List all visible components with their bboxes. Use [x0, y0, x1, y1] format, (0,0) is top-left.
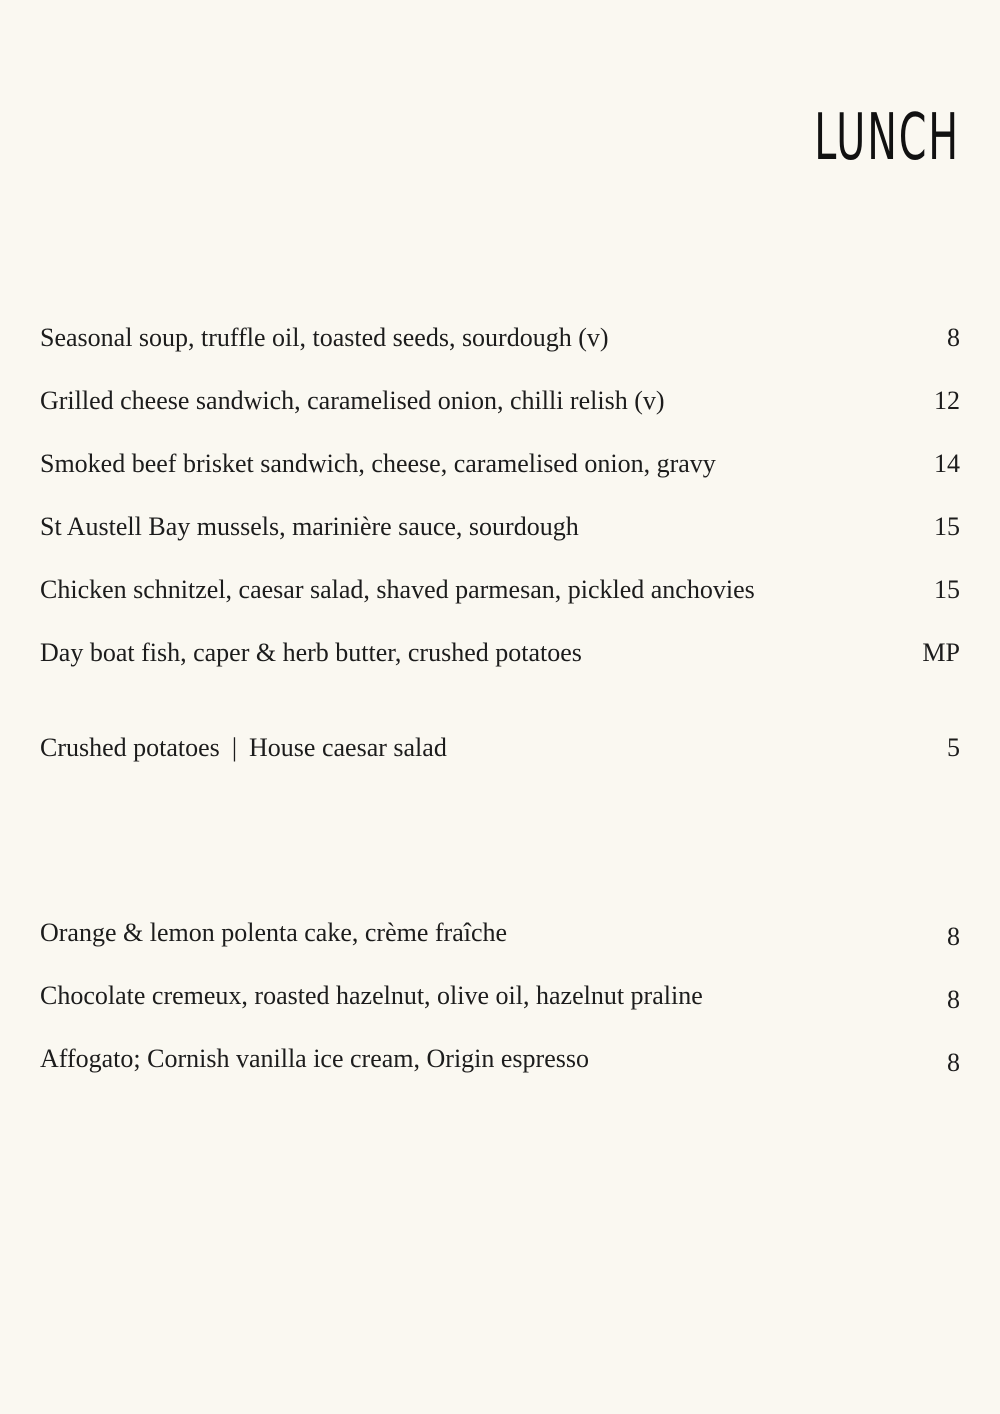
menu-item-name: Smoked beef brisket sandwich, cheese, caramelised onion, gravy: [40, 449, 716, 478]
menu-item-name: Affogato; Cornish vanilla ice cream, Origin espresso: [40, 1044, 589, 1073]
menu-item: [40, 570, 960, 610]
sides-line: [40, 728, 447, 768]
menu-item-name: Chocolate cremeux, roasted hazelnut, olive oil, hazelnut praline: [40, 981, 703, 1010]
menu-item-price: 5: [947, 733, 960, 762]
menu-title: LUNCH: [814, 101, 960, 175]
menu-item-name: Grilled cheese sandwich, caramelised onion, chilli relish (v): [40, 386, 665, 415]
menu-item: [40, 507, 960, 547]
side-item-name: Crushed potatoes: [40, 733, 220, 762]
menu-item: [40, 381, 960, 421]
menu-item-price: 12: [934, 386, 960, 415]
menu-item-name: Day boat fish, caper & herb butter, crushed potatoes: [40, 638, 582, 667]
menu-item-price: 8: [947, 985, 960, 1014]
menu-item-price: 8: [947, 323, 960, 352]
menu-item-price: 15: [934, 575, 960, 604]
menu-item-name: St Austell Bay mussels, marinière sauce, sourdough: [40, 512, 579, 541]
side-separator: |: [231, 733, 238, 762]
menu-item: [40, 633, 960, 673]
menu-item-price: 15: [934, 512, 960, 541]
side-item-name: House caesar salad: [249, 733, 447, 762]
menu-item-name: Orange & lemon polenta cake, crème fraîche: [40, 918, 508, 947]
menu-item: [40, 318, 960, 358]
menu-item-name: Seasonal soup, truffle oil, toasted seeds, sourdough (v): [40, 323, 609, 352]
menu-item-price: 14: [934, 449, 960, 478]
menu-item-price: MP: [922, 638, 960, 667]
menu-item: [40, 976, 960, 1016]
menu-item: [40, 1039, 960, 1079]
menu-item: [40, 913, 960, 953]
menu-item: [40, 444, 960, 484]
menu-item-price: 8: [947, 922, 960, 951]
menu-item-name: Chicken schnitzel, caesar salad, shaved parmesan, pickled anchovies: [40, 575, 755, 604]
menu-item: [40, 728, 960, 768]
menu-item-price: 8: [947, 1048, 960, 1077]
